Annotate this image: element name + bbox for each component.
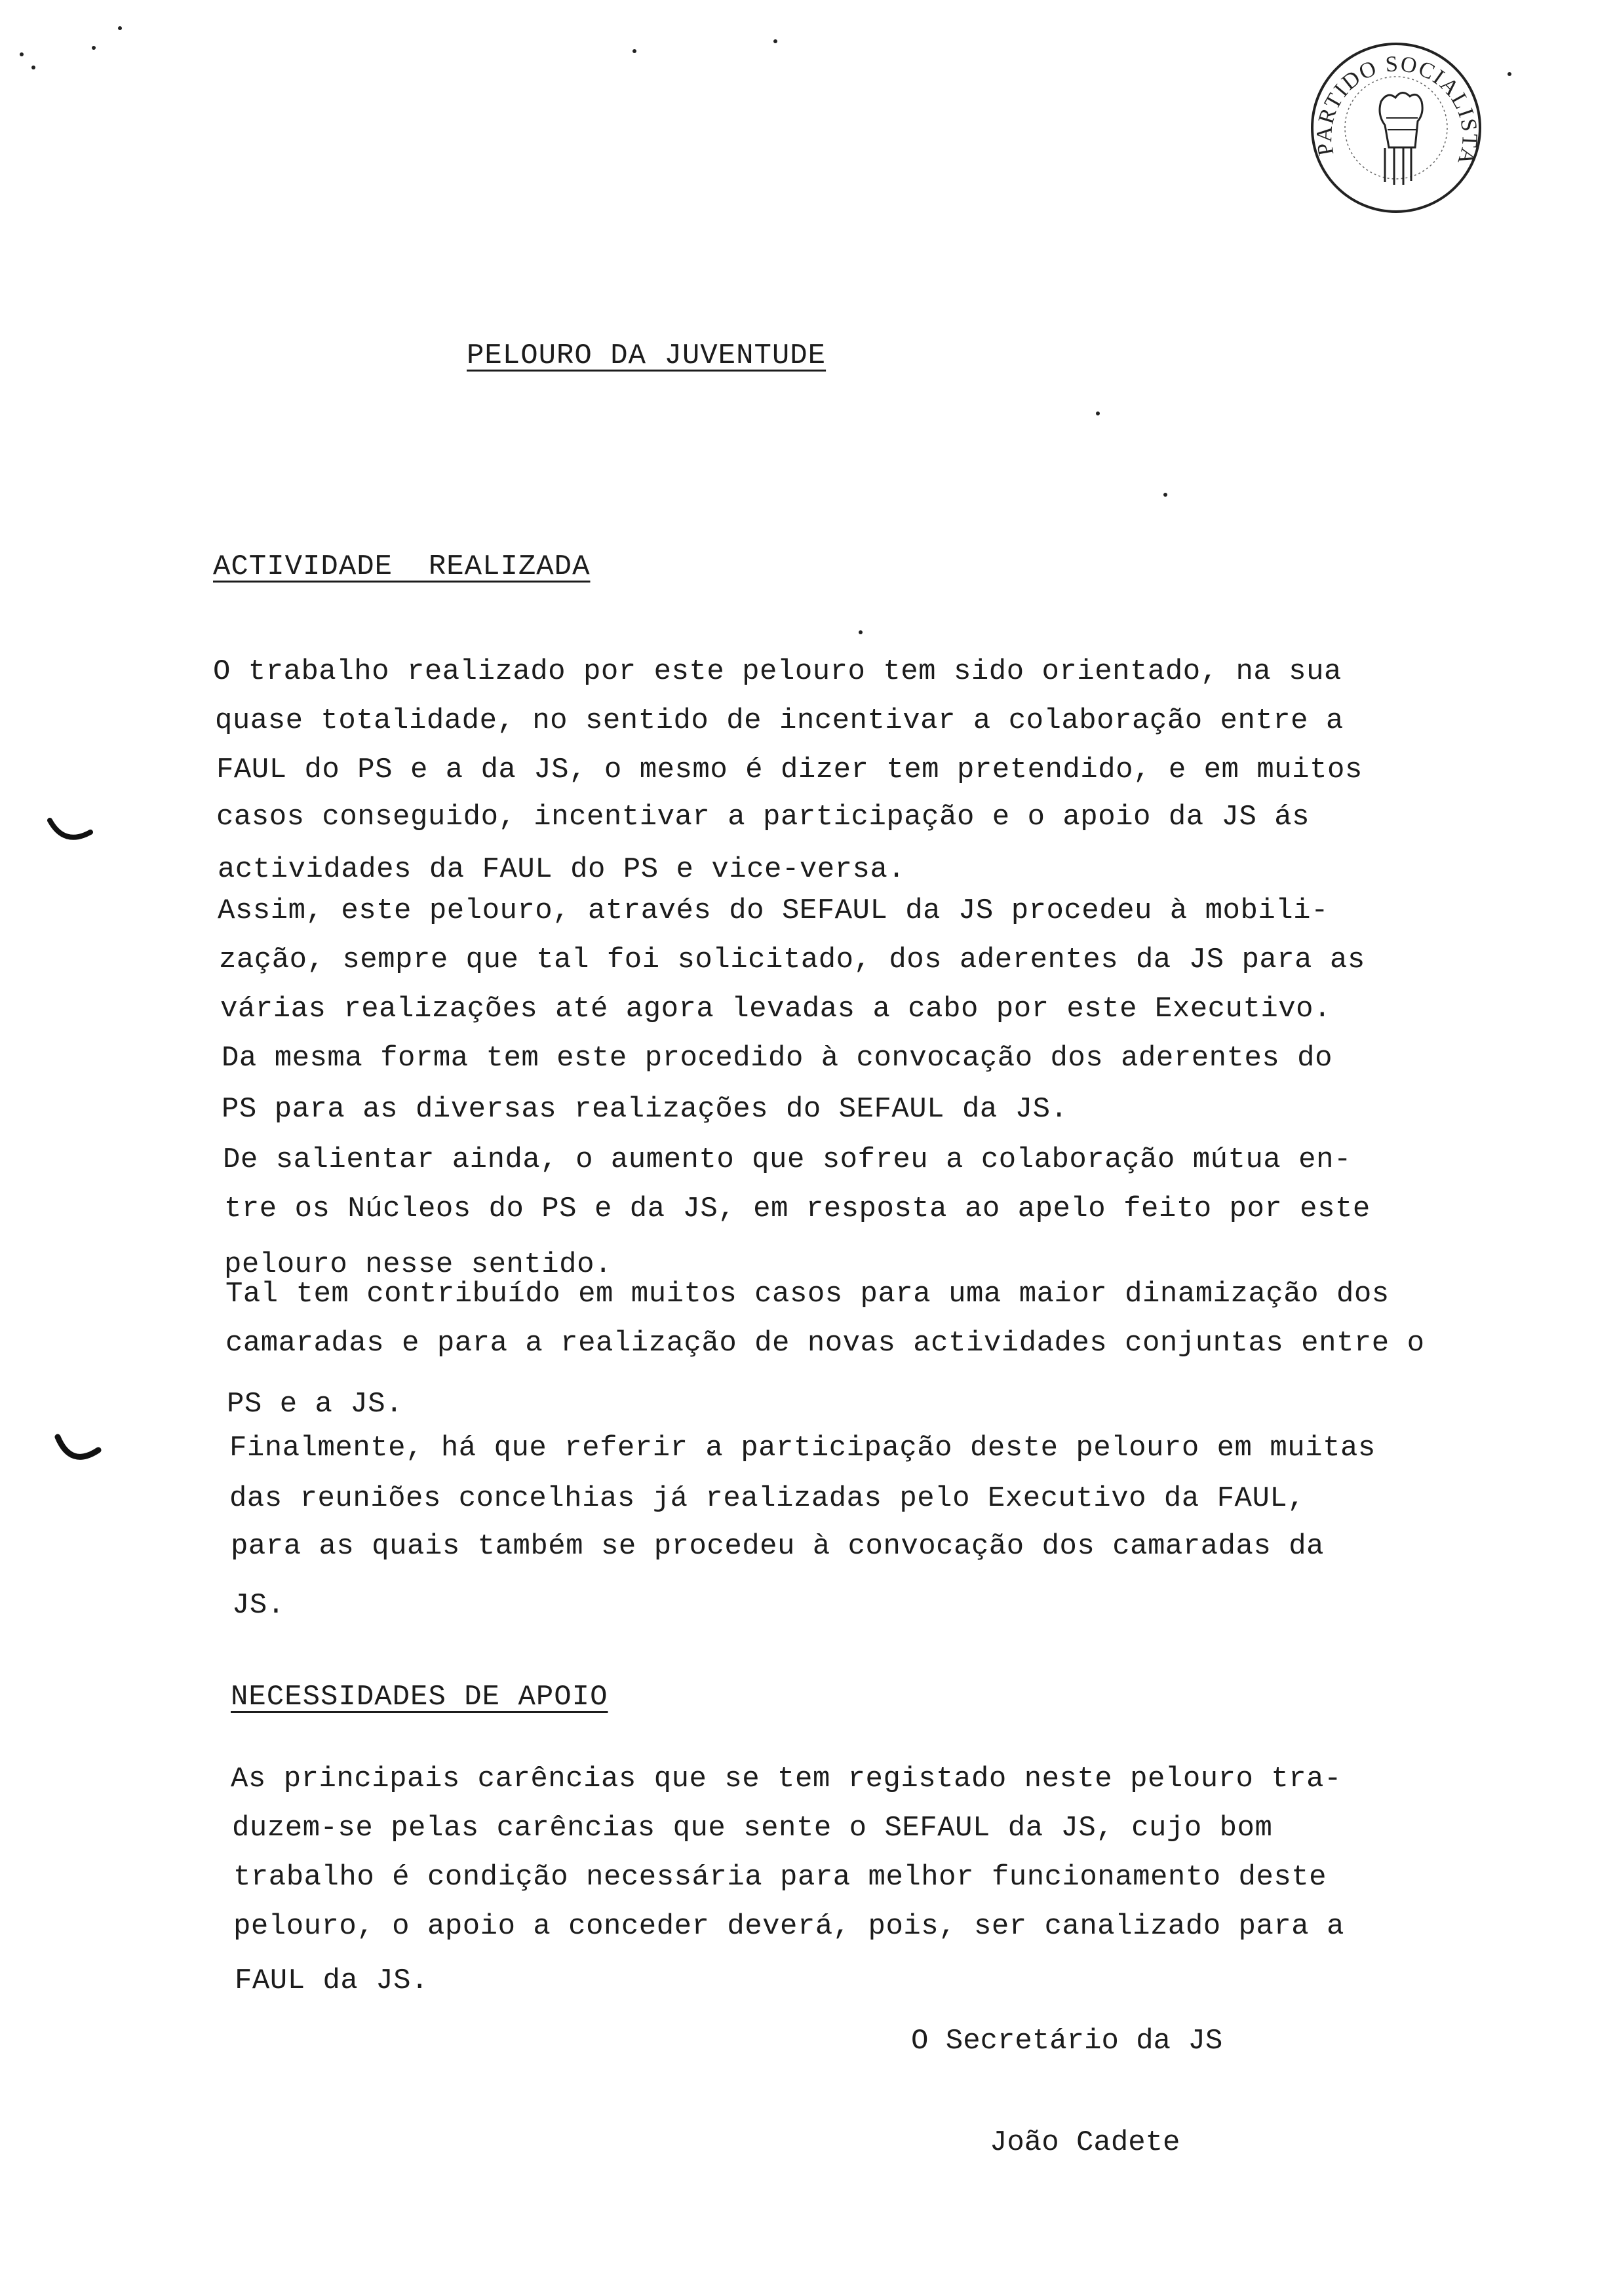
scan-speck	[118, 26, 122, 30]
signature-role: O Secretário da JS	[911, 2025, 1223, 2057]
text-line: actividades da FAUL do PS e vice-versa.	[218, 853, 906, 886]
text-line: De salientar ainda, o aumento que sofreu a colaboração mútua en-	[223, 1143, 1352, 1176]
scan-speck	[92, 46, 96, 50]
text-line: pelouro nesse sentido.	[224, 1248, 612, 1281]
text-line: JS.	[232, 1589, 285, 1622]
text-line: O trabalho realizado por este pelouro tem sido orientado, na sua	[213, 655, 1342, 688]
text-line: Assim, este pelouro, através do SEFAUL da JS procedeu à mobili-	[218, 894, 1329, 927]
text-line: FAUL do PS e a da JS, o mesmo é dizer tem pretendido, e em muitos	[216, 754, 1363, 786]
text-line: das reuniões concelhias já realizadas pelo Executivo da FAUL,	[229, 1482, 1306, 1515]
stamp-text: PARTIDO SOCIALISTA	[1312, 52, 1482, 169]
text-line: FAUL da JS.	[235, 1964, 429, 1997]
scan-speck	[1096, 411, 1100, 415]
text-line: Da mesma forma tem este procedido à convocação dos aderentes do	[222, 1042, 1333, 1075]
text-line: pelouro, o apoio a conceder deverá, pois, ser canalizado para a	[233, 1910, 1344, 1943]
scan-speck	[1163, 493, 1167, 497]
section-heading-actividade: ACTIVIDADE REALIZADA	[213, 550, 591, 583]
text-line: PS e a JS.	[227, 1388, 404, 1421]
text-line: Tal tem contribuído em muitos casos para uma maior dinamização dos	[225, 1278, 1390, 1311]
text-line: Finalmente, há que referir a participação deste pelouro em muitas	[229, 1432, 1376, 1464]
scan-speck	[632, 49, 636, 53]
text-line: tre os Núcleos do PS e da JS, em resposta ao apelo feito por este	[224, 1193, 1371, 1225]
scan-speck	[773, 39, 777, 43]
text-line: casos conseguido, incentivar a participação e o apoio da JS ás	[216, 801, 1310, 833]
page-title: PELOURO DA JUVENTUDE	[467, 339, 827, 372]
fist-icon	[1380, 92, 1422, 185]
text-line: As principais carências que se tem registado neste pelouro tra-	[231, 1763, 1342, 1795]
punch-hole-mark	[45, 813, 97, 852]
scan-speck	[31, 66, 35, 69]
scan-speck	[1508, 72, 1511, 76]
text-line: duzem-se pelas carências que sente o SEFAUL da JS, cujo bom	[232, 1812, 1273, 1845]
text-line: trabalho é condição necessária para melhor funcionamento deste	[233, 1861, 1327, 1894]
punch-hole-mark	[52, 1432, 105, 1471]
text-line: quase totalidade, no sentido de incentivar a colaboração entre a	[215, 704, 1344, 737]
scan-speck	[20, 52, 24, 56]
scan-speck	[859, 630, 863, 634]
section-heading-necessidades: NECESSIDADES DE APOIO	[231, 1681, 608, 1713]
text-line: para as quais também se procedeu à convocação dos camaradas da	[231, 1530, 1325, 1563]
text-line: zação, sempre que tal foi solicitado, dos aderentes da JS para as	[219, 944, 1365, 976]
signature-name: João Cadete	[990, 2126, 1180, 2159]
text-line: camaradas e para a realização de novas actividades conjuntas entre o	[225, 1327, 1425, 1360]
text-line: várias realizações até agora levadas a cabo por este Executivo.	[220, 993, 1331, 1025]
party-stamp	[1308, 39, 1485, 216]
text-line: PS para as diversas realizações do SEFAUL da JS.	[222, 1093, 1068, 1126]
